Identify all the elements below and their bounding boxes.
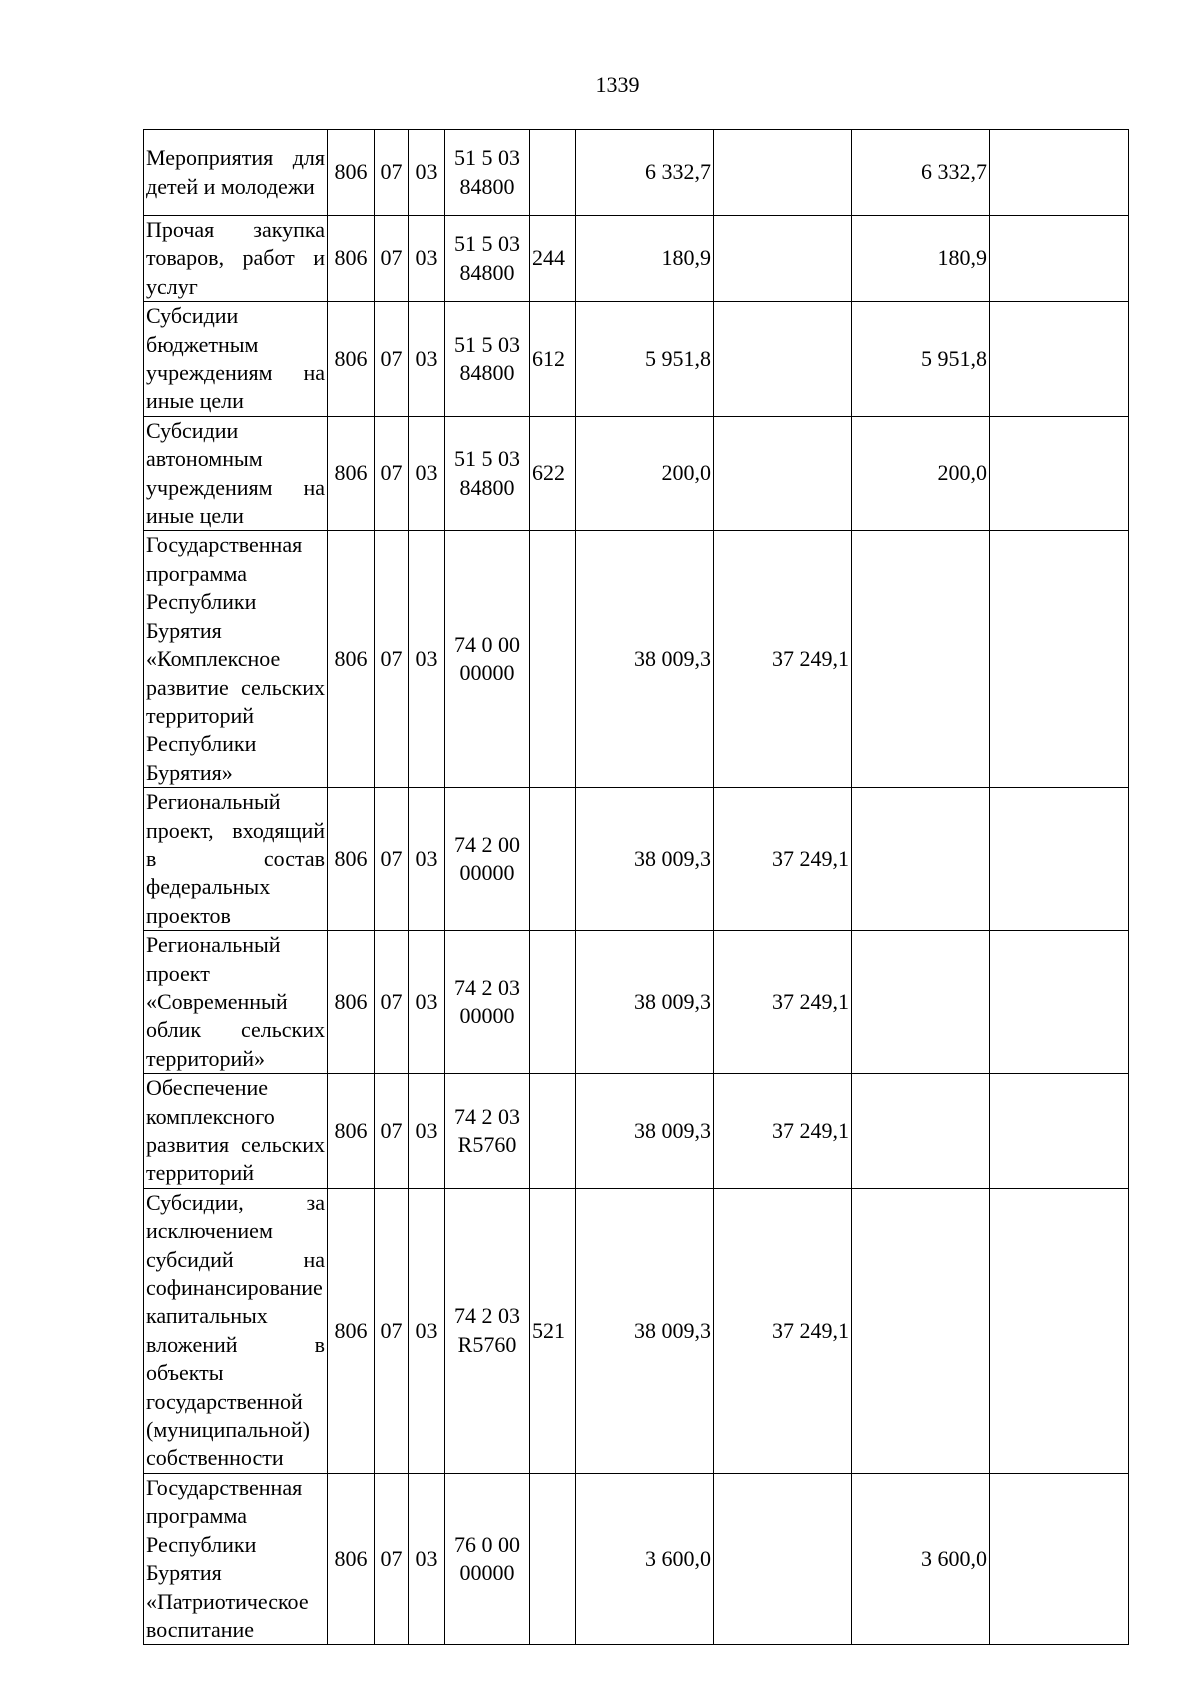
amount-federal [714, 416, 852, 531]
subsection-code: 03 [409, 531, 445, 788]
amount-total: 38 009,3 [576, 788, 714, 931]
amount-federal: 37 249,1 [714, 1074, 852, 1189]
table-row [144, 216, 1129, 302]
row-name: Субсидии, за исключением субсидий на софинансирование капитальных вложений в объекты государственной (муниципальной) собственности [144, 1188, 328, 1473]
target-article-code: 74 2 03 00000 [445, 931, 530, 1074]
section-code: 07 [375, 416, 409, 531]
amount-republican [852, 1188, 990, 1473]
ministry-code: 806 [328, 130, 375, 216]
target-article-code: 51 5 03 84800 [445, 130, 530, 216]
table-row [144, 1188, 1129, 1473]
target-article-code: 51 5 03 84800 [445, 416, 530, 531]
amount-federal [714, 130, 852, 216]
amount-republican: 5 951,8 [852, 302, 990, 417]
budget-table [143, 129, 1129, 1645]
row-name: Региональный проект «Современный облик сельских территорий» [144, 931, 328, 1074]
amount-federal: 37 249,1 [714, 788, 852, 931]
amount-other [990, 416, 1129, 531]
row-name: Государственная программа Республики Бурятия «Комплексное развитие сельских территорий Республики Бурятия» [144, 531, 328, 788]
amount-republican [852, 531, 990, 788]
subsection-code: 03 [409, 302, 445, 417]
amount-total: 38 009,3 [576, 531, 714, 788]
ministry-code: 806 [328, 416, 375, 531]
row-name: Обеспечение комплексного развития сельских территорий [144, 1074, 328, 1189]
amount-other [990, 1188, 1129, 1473]
amount-federal [714, 216, 852, 302]
table-row [144, 416, 1129, 531]
subsection-code: 03 [409, 931, 445, 1074]
expense-type-code: 244 [530, 216, 576, 302]
ministry-code: 806 [328, 531, 375, 788]
amount-republican: 200,0 [852, 416, 990, 531]
page-number: 1339 [595, 72, 640, 97]
expense-type-code: 521 [530, 1188, 576, 1473]
section-code: 07 [375, 531, 409, 788]
subsection-code: 03 [409, 130, 445, 216]
section-code: 07 [375, 1074, 409, 1189]
section-code: 07 [375, 1188, 409, 1473]
expense-type-code [530, 531, 576, 788]
subsection-code: 03 [409, 788, 445, 931]
amount-republican: 6 332,7 [852, 130, 990, 216]
target-article-code: 74 2 00 00000 [445, 788, 530, 931]
amount-other [990, 130, 1129, 216]
amount-republican: 3 600,0 [852, 1473, 990, 1644]
row-name: Субсидии бюджетным учреждениям на иные цели [144, 302, 328, 417]
row-name: Субсидии автономным учреждениям на иные цели [144, 416, 328, 531]
expense-type-code: 622 [530, 416, 576, 531]
row-name: Прочая закупка товаров, работ и услуг [144, 216, 328, 302]
amount-republican: 180,9 [852, 216, 990, 302]
section-code: 07 [375, 1473, 409, 1644]
table-row [144, 788, 1129, 931]
ministry-code: 806 [328, 1473, 375, 1644]
expense-type-code [530, 931, 576, 1074]
row-name: Региональный проект, входящий в состав федеральных проектов [144, 788, 328, 931]
amount-total: 38 009,3 [576, 1074, 714, 1189]
amount-total: 200,0 [576, 416, 714, 531]
amount-other [990, 531, 1129, 788]
table-row [144, 1473, 1129, 1644]
amount-total: 3 600,0 [576, 1473, 714, 1644]
expense-type-code: 612 [530, 302, 576, 417]
table-row [144, 531, 1129, 788]
amount-other [990, 216, 1129, 302]
section-code: 07 [375, 788, 409, 931]
amount-total: 6 332,7 [576, 130, 714, 216]
ministry-code: 806 [328, 1074, 375, 1189]
amount-other [990, 302, 1129, 417]
target-article-code: 74 0 00 00000 [445, 531, 530, 788]
row-name: Мероприятия для детей и молодежи [144, 130, 328, 216]
amount-federal [714, 1473, 852, 1644]
ministry-code: 806 [328, 788, 375, 931]
row-name: Государственная программа Республики Бурятия «Патриотическое воспитание [144, 1473, 328, 1644]
expense-type-code [530, 1473, 576, 1644]
target-article-code: 76 0 00 00000 [445, 1473, 530, 1644]
amount-federal [714, 302, 852, 417]
subsection-code: 03 [409, 216, 445, 302]
amount-federal: 37 249,1 [714, 931, 852, 1074]
table-row [144, 1074, 1129, 1189]
section-code: 07 [375, 216, 409, 302]
amount-federal: 37 249,1 [714, 1188, 852, 1473]
amount-total: 38 009,3 [576, 1188, 714, 1473]
ministry-code: 806 [328, 1188, 375, 1473]
section-code: 07 [375, 130, 409, 216]
amount-total: 38 009,3 [576, 931, 714, 1074]
amount-republican [852, 931, 990, 1074]
target-article-code: 74 2 03 R5760 [445, 1188, 530, 1473]
subsection-code: 03 [409, 1188, 445, 1473]
ministry-code: 806 [328, 931, 375, 1074]
subsection-code: 03 [409, 1074, 445, 1189]
expense-type-code [530, 1074, 576, 1189]
section-code: 07 [375, 302, 409, 417]
subsection-code: 03 [409, 1473, 445, 1644]
ministry-code: 806 [328, 216, 375, 302]
amount-other [990, 931, 1129, 1074]
expense-type-code [530, 130, 576, 216]
amount-republican [852, 788, 990, 931]
section-code: 07 [375, 931, 409, 1074]
target-article-code: 74 2 03 R5760 [445, 1074, 530, 1189]
ministry-code: 806 [328, 302, 375, 417]
amount-total: 180,9 [576, 216, 714, 302]
amount-other [990, 788, 1129, 931]
amount-federal: 37 249,1 [714, 531, 852, 788]
target-article-code: 51 5 03 84800 [445, 216, 530, 302]
target-article-code: 51 5 03 84800 [445, 302, 530, 417]
amount-republican [852, 1074, 990, 1189]
subsection-code: 03 [409, 416, 445, 531]
amount-other [990, 1473, 1129, 1644]
expense-type-code [530, 788, 576, 931]
amount-total: 5 951,8 [576, 302, 714, 417]
table-row [144, 302, 1129, 417]
table-row [144, 130, 1129, 216]
table-row [144, 931, 1129, 1074]
amount-other [990, 1074, 1129, 1189]
